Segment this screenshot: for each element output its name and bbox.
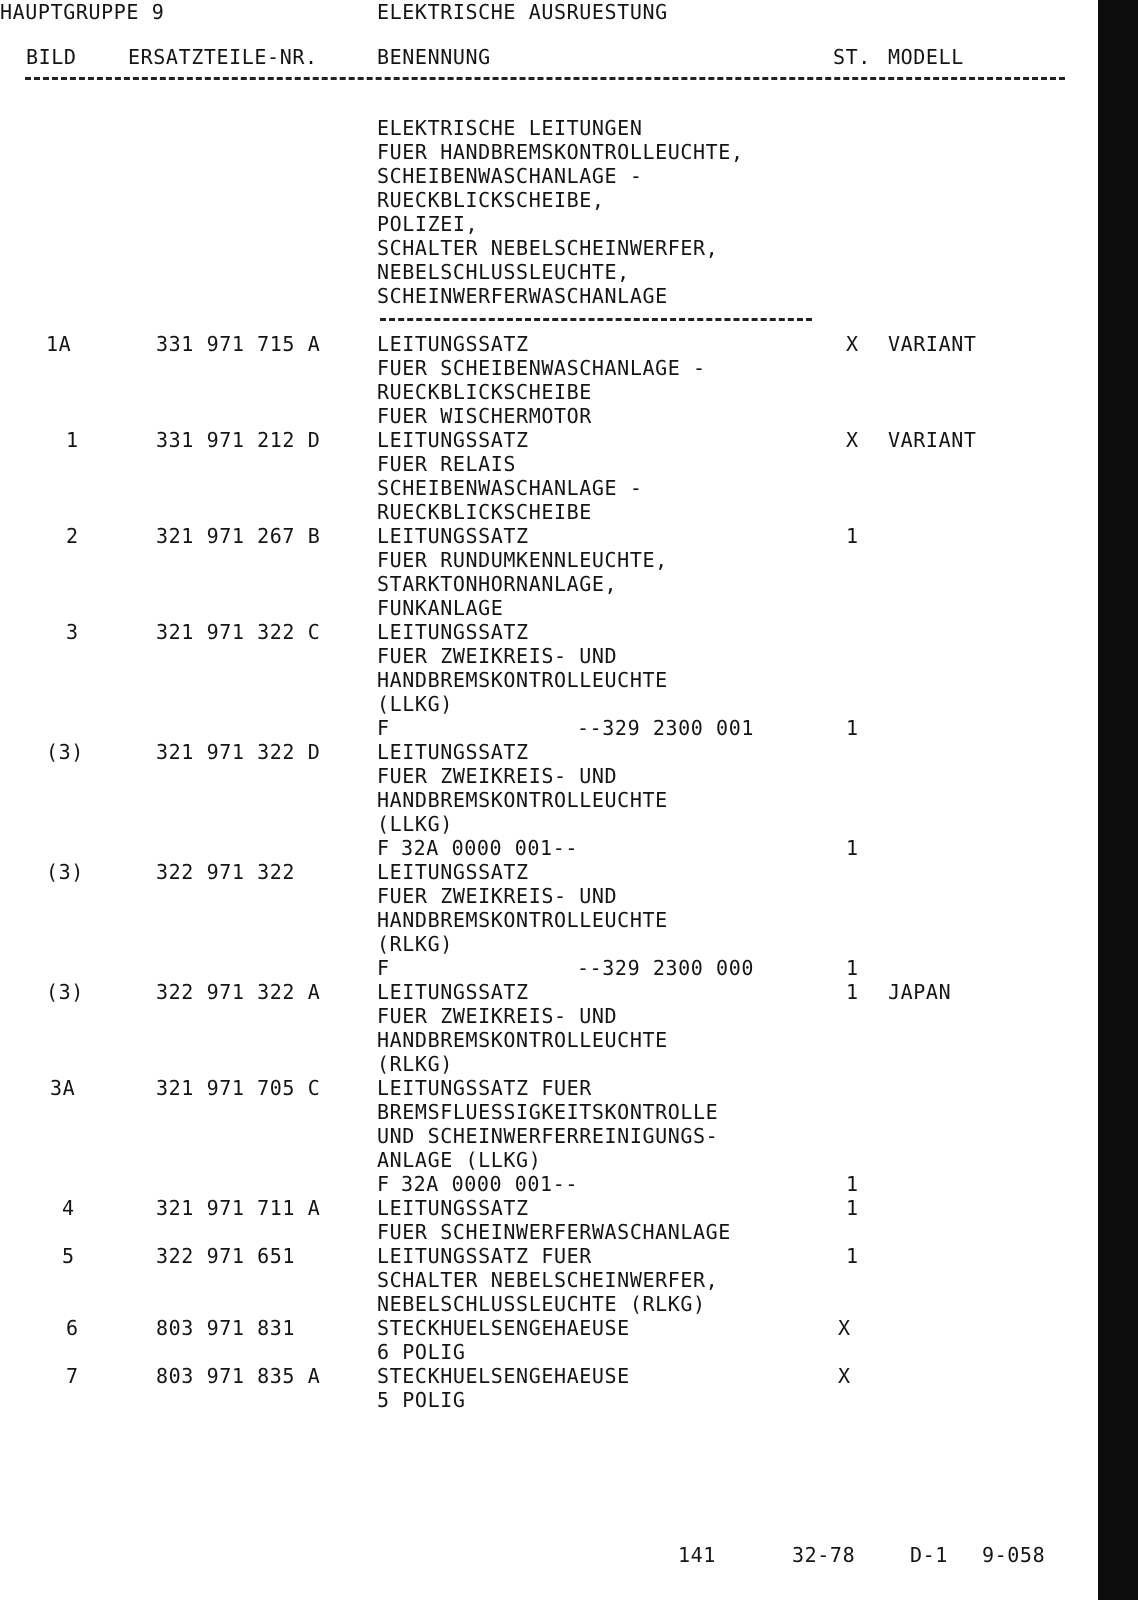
quantity: 1 — [846, 836, 859, 860]
group-page-code: 9-058 — [982, 1543, 1046, 1567]
description-line: FUER RUNDUMKENNLEUCHTE, — [377, 548, 668, 572]
bild-number: 3 — [66, 620, 79, 644]
scan-edge-shadow — [1098, 0, 1138, 1600]
quantity: 1 — [846, 1244, 859, 1268]
intro-divider — [380, 318, 812, 321]
intro-line: SCHEIBENWASCHANLAGE - — [377, 164, 643, 188]
bild-number: 1 — [66, 428, 79, 452]
part-number: 322 971 322 — [156, 860, 296, 884]
description-line: LEITUNGSSATZ — [377, 860, 529, 884]
intro-line: NEBELSCHLUSSLEUCHTE, — [377, 260, 630, 284]
model: JAPAN — [888, 980, 952, 1004]
group-number: HAUPTGRUPPE 9 — [0, 0, 165, 24]
description-line: FUER SCHEIBENWASCHANLAGE - — [377, 356, 706, 380]
description-line: FUER WISCHERMOTOR — [377, 404, 592, 428]
bild-number: 4 — [62, 1196, 75, 1220]
part-number: 803 971 831 — [156, 1316, 296, 1340]
part-number: 322 971 651 — [156, 1244, 296, 1268]
description-line: FUER ZWEIKREIS- UND — [377, 1004, 618, 1028]
bild-number: (3) — [46, 740, 84, 764]
part-number: 321 971 322 D — [156, 740, 321, 764]
quantity: X — [838, 1364, 851, 1388]
bild-number: 5 — [62, 1244, 75, 1268]
serial-range: 32A 0000 001-- — [401, 1172, 578, 1196]
description-line: SCHALTER NEBELSCHEINWERFER, — [377, 1268, 719, 1292]
description-line: FUER RELAIS — [377, 452, 517, 476]
description — [377, 980, 668, 1076]
description — [377, 1076, 718, 1172]
description-line: STECKHUELSENGEHAEUSE — [377, 1364, 630, 1388]
description-line: 5 POLIG — [377, 1388, 466, 1412]
intro-line: SCHALTER NEBELSCHEINWERFER, — [377, 236, 719, 260]
description-line: LEITUNGSSATZ — [377, 620, 529, 644]
bild-number: (3) — [46, 860, 84, 884]
description-line: (LLKG) — [377, 692, 453, 716]
description-line: RUECKBLICKSCHEIBE — [377, 380, 592, 404]
description-line: RUECKBLICKSCHEIBE — [377, 500, 592, 524]
description — [377, 1244, 718, 1316]
description-line: FUER ZWEIKREIS- UND — [377, 644, 618, 668]
description-line: 6 POLIG — [377, 1340, 466, 1364]
description — [377, 1196, 731, 1244]
column-header-part-number: ERSATZTEILE-NR. — [128, 45, 318, 69]
description — [377, 1364, 630, 1412]
description-line: FUNKANLAGE — [377, 596, 504, 620]
page-number: 141 — [678, 1543, 716, 1567]
bild-number: 6 — [66, 1316, 79, 1340]
description — [377, 428, 642, 524]
description-line: SCHEIBENWASCHANLAGE - — [377, 476, 643, 500]
intro-line: POLIZEI, — [377, 212, 479, 236]
intro-line: FUER HANDBREMSKONTROLLEUCHTE, — [377, 140, 744, 164]
description — [377, 524, 668, 620]
quantity: X — [846, 332, 859, 356]
bild-number: 2 — [66, 524, 79, 548]
description — [377, 740, 668, 836]
quantity: 1 — [846, 524, 859, 548]
bild-number: 1A — [46, 332, 72, 356]
quantity: 1 — [846, 956, 859, 980]
quantity: 1 — [846, 716, 859, 740]
part-number: 321 971 711 A — [156, 1196, 321, 1220]
description-line: HANDBREMSKONTROLLEUCHTE — [377, 668, 668, 692]
range-prefix: F — [377, 1172, 390, 1196]
description-line: LEITUNGSSATZ — [377, 740, 529, 764]
description-line: STARKTONHORNANLAGE, — [377, 572, 618, 596]
description-line: LEITUNGSSATZ — [377, 428, 529, 452]
description-line: (RLKG) — [377, 1052, 453, 1076]
description-line: HANDBREMSKONTROLLEUCHTE — [377, 908, 668, 932]
range-prefix: F — [377, 956, 390, 980]
description — [377, 860, 668, 956]
quantity: X — [846, 428, 859, 452]
part-number: 331 971 212 D — [156, 428, 321, 452]
description-line: LEITUNGSSATZ — [377, 1196, 529, 1220]
quantity: 1 — [846, 1172, 859, 1196]
part-number: 321 971 705 C — [156, 1076, 321, 1100]
description-line: BREMSFLUESSIGKEITSKONTROLLE — [377, 1100, 719, 1124]
description-line: LEITUNGSSATZ — [377, 332, 529, 356]
column-header-model: MODELL — [888, 45, 964, 69]
part-number: 321 971 322 C — [156, 620, 321, 644]
model: VARIANT — [888, 332, 977, 356]
range-prefix: F — [377, 836, 390, 860]
description-line: NEBELSCHLUSSLEUCHTE (RLKG) — [377, 1292, 706, 1316]
description-line: LEITUNGSSATZ FUER — [377, 1076, 592, 1100]
description-line: FUER SCHEINWERFERWASCHANLAGE — [377, 1220, 731, 1244]
bild-number: (3) — [46, 980, 84, 1004]
part-number: 322 971 322 A — [156, 980, 321, 1004]
description-line: ANLAGE (LLKG) — [377, 1148, 542, 1172]
bild-number: 7 — [66, 1364, 79, 1388]
description-line: STECKHUELSENGEHAEUSE — [377, 1316, 630, 1340]
description-line: LEITUNGSSATZ — [377, 524, 529, 548]
description-line: LEITUNGSSATZ FUER — [377, 1244, 592, 1268]
description — [377, 332, 706, 428]
part-number: 331 971 715 A — [156, 332, 321, 356]
serial-range: --329 2300 000 — [577, 956, 754, 980]
description — [377, 620, 668, 716]
intro-line: SCHEINWERFERWASCHANLAGE — [377, 284, 668, 308]
group-title: ELEKTRISCHE AUSRUESTUNG — [377, 0, 668, 24]
description-line: FUER ZWEIKREIS- UND — [377, 764, 618, 788]
model: VARIANT — [888, 428, 977, 452]
description-line: HANDBREMSKONTROLLEUCHTE — [377, 788, 668, 812]
intro-block — [377, 116, 744, 308]
description-line: (RLKG) — [377, 932, 453, 956]
description — [377, 1316, 630, 1364]
part-number: 321 971 267 B — [156, 524, 321, 548]
description-line: UND SCHEINWERFERREINIGUNGS- — [377, 1124, 719, 1148]
description-line: (LLKG) — [377, 812, 453, 836]
bild-number: 3A — [50, 1076, 76, 1100]
column-header-name: BENENNUNG — [377, 45, 491, 69]
intro-line: RUECKBLICKSCHEIBE, — [377, 188, 605, 212]
edition-date: 32-78 — [792, 1543, 856, 1567]
serial-range: 32A 0000 001-- — [401, 836, 578, 860]
intro-line: ELEKTRISCHE LEITUNGEN — [377, 116, 643, 140]
quantity: 1 — [846, 980, 859, 1004]
description-line: HANDBREMSKONTROLLEUCHTE — [377, 1028, 668, 1052]
part-number: 803 971 835 A — [156, 1364, 321, 1388]
range-prefix: F — [377, 716, 390, 740]
description-line: LEITUNGSSATZ — [377, 980, 529, 1004]
column-header-bild: BILD — [26, 45, 77, 69]
header-divider — [25, 77, 1065, 80]
quantity: 1 — [846, 1196, 859, 1220]
language-code: D-1 — [910, 1543, 948, 1567]
column-header-qty: ST. — [833, 45, 871, 69]
quantity: X — [838, 1316, 851, 1340]
description-line: FUER ZWEIKREIS- UND — [377, 884, 618, 908]
serial-range: --329 2300 001 — [577, 716, 754, 740]
